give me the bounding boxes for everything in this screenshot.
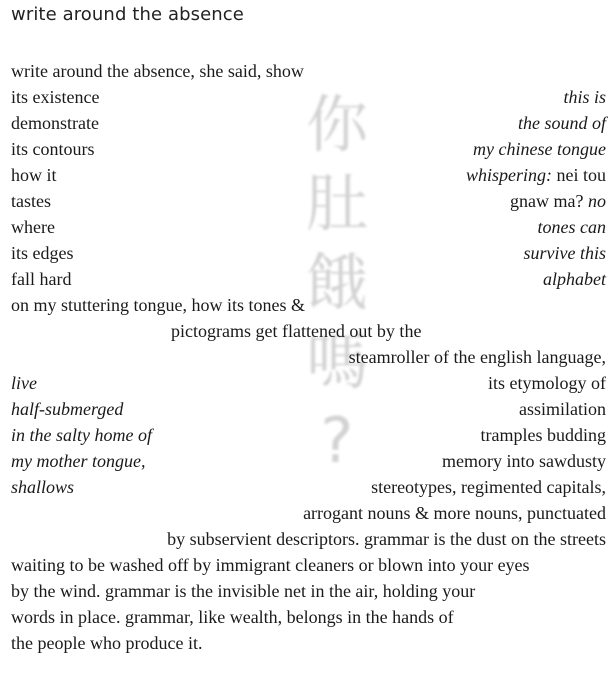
poem-line-left: shallows xyxy=(11,477,75,497)
poem-line-right: assimilation xyxy=(519,399,606,419)
ghost-char: 你 xyxy=(305,88,368,161)
poem-line: by the wind. grammar is the invisible net in the air, holding your xyxy=(11,581,476,601)
poem-line-right: tones can xyxy=(537,217,606,237)
poem-line-right: tramples budding xyxy=(480,425,606,445)
poem-line-left: how it xyxy=(11,165,57,185)
ghost-char: 肚 xyxy=(305,167,368,240)
poem-line-left: fall hard xyxy=(11,269,72,289)
poem-line-right: this is xyxy=(563,87,606,107)
poem-line-right: by subservient descriptors. grammar is the dust on the streets xyxy=(167,529,606,549)
ghost-char: 餓 xyxy=(305,246,368,319)
poem-line-left: its edges xyxy=(11,243,74,263)
poem-line: on my stuttering tongue, how its tones & xyxy=(11,295,305,315)
poem-fragment-italic: no xyxy=(588,191,606,211)
poem-title: write around the absence xyxy=(11,4,244,25)
poem-line-left: my mother tongue, xyxy=(11,451,146,471)
poem-line-right: my chinese tongue xyxy=(473,139,606,159)
poem-line: pictograms get flattened out by the xyxy=(171,321,422,341)
poem-line-left: its existence xyxy=(11,87,100,107)
poem-line: write around the absence, she said, show xyxy=(11,61,304,81)
poem-line: waiting to be washed off by immigrant cleaners or blown into your eyes xyxy=(11,555,530,575)
poem-fragment-italic: whispering: xyxy=(465,165,552,185)
poem-line-left: where xyxy=(11,217,55,237)
ghost-chinese-characters xyxy=(292,85,382,480)
poem-line-right xyxy=(510,188,606,214)
poem-line-left: live xyxy=(11,373,37,393)
ghost-char: ? xyxy=(320,404,354,477)
poem-line-right: memory into sawdusty xyxy=(442,451,606,471)
poem-line-right xyxy=(466,162,606,188)
poem-line: the people who produce it. xyxy=(11,633,203,653)
poem-line-left: tastes xyxy=(11,191,51,211)
poem-fragment: nei tou xyxy=(552,165,606,185)
poem-line-right: the sound of xyxy=(518,113,606,133)
poem-fragment: gnaw ma? xyxy=(510,191,588,211)
ghost-char: 嗎 xyxy=(305,325,368,398)
poem-line-left: its contours xyxy=(11,139,95,159)
poem-line-left: half-submerged xyxy=(11,399,124,419)
poem-line-right: alphabet xyxy=(543,269,606,289)
poem-line-left: demonstrate xyxy=(11,113,99,133)
poem-line-left: in the salty home of xyxy=(11,425,152,445)
poem-line-right: stereotypes, regimented capitals, xyxy=(371,477,606,497)
poem-line-right: steamroller of the english language, xyxy=(348,347,606,367)
poem-line-right: survive this xyxy=(523,243,606,263)
poem-line-right: arrogant nouns & more nouns, punctuated xyxy=(303,503,606,523)
poem-line-right: its etymology of xyxy=(488,373,606,393)
poem-line: words in place. grammar, like wealth, belongs in the hands of xyxy=(11,607,454,627)
